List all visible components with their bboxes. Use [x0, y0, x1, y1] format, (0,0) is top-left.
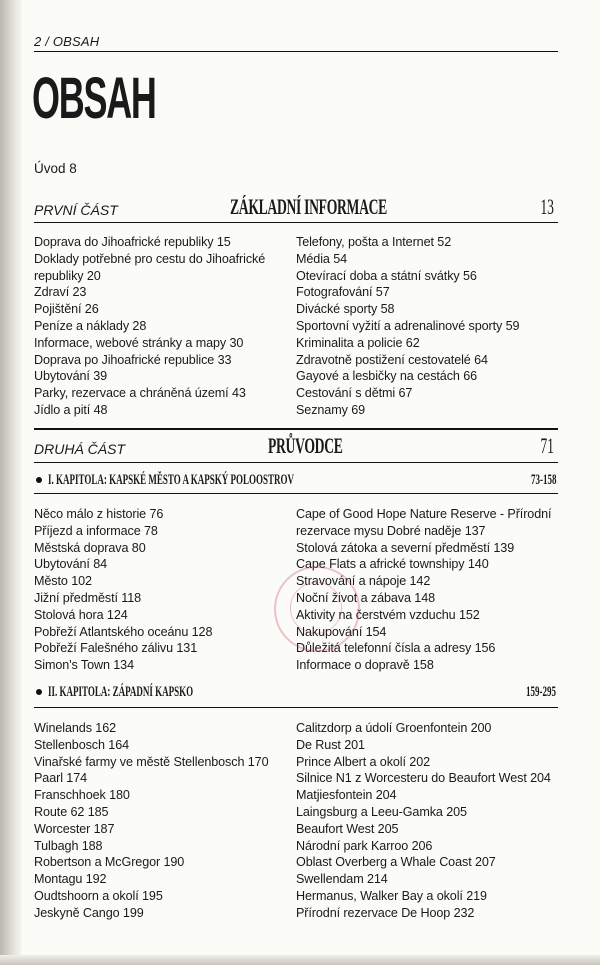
chapter2-rule — [34, 707, 558, 708]
toc-entry[interactable]: Matjiesfontein 204 — [296, 788, 397, 803]
part1-page: 13 — [540, 194, 554, 219]
toc-entry[interactable]: Franschhoek 180 — [34, 788, 130, 803]
chapter1-header — [34, 471, 558, 491]
toc-entry[interactable]: Městská doprava 80 — [34, 540, 146, 555]
part2-header — [34, 432, 558, 460]
toc-entry[interactable]: Stolová hora 124 — [34, 607, 128, 622]
chapter2-title: II. KAPITOLA: ZÁPADNÍ KAPSKO — [48, 684, 194, 700]
toc-entry[interactable]: Winelands 162 — [34, 721, 117, 735]
toc-entry[interactable]: Tulbagh 188 — [34, 838, 103, 853]
part1-rule — [34, 222, 558, 223]
toc-entry[interactable]: Peníze a náklady 28 — [34, 318, 147, 333]
library-stamp — [274, 566, 360, 652]
intro-entry: Úvod 8 — [34, 161, 77, 176]
toc-entry[interactable]: Cape of Good Hope Nature Reserve - Přírodní — [296, 507, 552, 521]
toc-entry[interactable]: Route 62 185 — [34, 804, 109, 819]
toc-entry[interactable]: Média 54 — [296, 251, 348, 266]
toc-entry[interactable]: Montagu 192 — [34, 872, 107, 887]
toc-entry[interactable]: Něco málo z historie 76 — [34, 507, 164, 521]
toc-entry[interactable]: Zdravotně postižení cestovatelé 64 — [296, 352, 488, 367]
toc-entry[interactable]: Oudtshoorn a okolí 195 — [34, 888, 163, 903]
page-title: OBSAH — [32, 66, 156, 131]
chapter1-pages: 73-158 — [530, 472, 556, 488]
page-binding-edge — [0, 0, 22, 965]
chapter1-title: I. KAPITOLA: KAPSKÉ MĚSTO A KAPSKÝ POLOOSTROV — [48, 472, 294, 488]
toc-entry[interactable]: Důležitá telefonní čísla a adresy 156 — [296, 641, 496, 656]
part1-right-column — [296, 234, 519, 419]
toc-entry[interactable]: Calitzdorp a údolí Groenfontein 200 — [296, 721, 492, 735]
toc-entry[interactable]: Kriminalita a policie 62 — [296, 335, 420, 350]
toc-entry[interactable]: Nakupování 154 — [296, 624, 387, 639]
chapter2-right-column — [296, 720, 551, 922]
toc-entry[interactable]: Parky, rezervace a chráněná území 43 — [34, 386, 246, 401]
toc-entry[interactable]: Národní park Karroo 206 — [296, 838, 433, 853]
chapter-bullet-icon — [36, 477, 42, 483]
chapter2-pages: 159-295 — [526, 684, 556, 700]
chapter1-rule — [34, 493, 558, 494]
toc-entry[interactable]: Pojištění 26 — [34, 302, 99, 317]
part2-page: 71 — [540, 433, 554, 458]
toc-entry[interactable]: Hermanus, Walker Bay a okolí 219 — [296, 888, 487, 903]
toc-entry[interactable]: Silnice N1 z Worcesteru do Beaufort West 204 — [296, 771, 551, 786]
chapter-bullet-icon — [36, 689, 42, 695]
part2-rule — [34, 462, 558, 463]
toc-entry[interactable]: Noční život a zábava 148 — [296, 590, 436, 605]
toc-entry[interactable]: Seznamy 69 — [296, 402, 366, 417]
toc-entry[interactable]: Beaufort West 205 — [296, 821, 399, 836]
page-bottom-edge — [0, 955, 600, 965]
toc-entry[interactable]: Simon's Town 134 — [34, 658, 134, 673]
part2-top-rule — [34, 428, 558, 430]
toc-entry[interactable]: Doklady potřebné pro cestu do Jihoafrické — [34, 251, 266, 266]
toc-entry[interactable]: Přírodní rezervace De Hoop 232 — [296, 905, 475, 920]
part2-title: PRŮVODCE — [268, 433, 343, 458]
toc-entry[interactable]: Laingsburg a Leeu-Gamka 205 — [296, 804, 467, 819]
toc-entry[interactable]: De Rust 201 — [296, 737, 365, 752]
toc-entry[interactable]: Doprava po Jihoafrické republice 33 — [34, 352, 232, 367]
toc-entry[interactable]: Gayové a lesbičky na cestách 66 — [296, 369, 478, 384]
part2-label: DRUHÁ ČÁST — [34, 441, 126, 457]
toc-entry[interactable]: rezervace mysu Dobré naděje 137 — [296, 523, 486, 538]
part1-left-column — [34, 234, 265, 419]
toc-entry[interactable]: Worcester 187 — [34, 821, 115, 836]
toc-entry[interactable]: Ubytování 84 — [34, 557, 108, 572]
toc-entry[interactable]: Swellendam 214 — [296, 872, 388, 887]
toc-entry[interactable]: Otevírací doba a státní svátky 56 — [296, 268, 477, 283]
toc-entry[interactable]: Jídlo a pití 48 — [34, 402, 108, 417]
toc-entry[interactable]: Informace, webové stránky a mapy 30 — [34, 335, 244, 350]
toc-entry[interactable]: Doprava do Jihoafrické republiky 15 — [34, 235, 231, 249]
part1-label: PRVNÍ ČÁST — [34, 202, 118, 218]
toc-entry[interactable]: republiky 20 — [34, 268, 101, 283]
toc-entry[interactable]: Ubytování 39 — [34, 369, 108, 384]
toc-entry[interactable]: Stellenbosch 164 — [34, 737, 130, 752]
toc-entry[interactable]: Jeskyně Cango 199 — [34, 905, 144, 920]
toc-entry[interactable]: Pobřeží Falešného zálivu 131 — [34, 641, 198, 656]
header-rule — [34, 51, 558, 52]
part1-header — [34, 193, 558, 221]
toc-entry[interactable]: Stravování a nápoje 142 — [296, 574, 431, 589]
toc-entry[interactable]: Město 102 — [34, 574, 92, 589]
toc-entry[interactable]: Cestování s dětmi 67 — [296, 386, 413, 401]
toc-entry[interactable]: Robertson a McGregor 190 — [34, 855, 185, 870]
toc-entry[interactable]: Pobřeží Atlantského oceánu 128 — [34, 624, 213, 639]
part1-title: ZÁKLADNÍ INFORMACE — [230, 194, 387, 219]
toc-entry[interactable]: Informace o dopravě 158 — [296, 658, 434, 673]
chapter1-left-column — [34, 506, 212, 674]
running-head: 2 / OBSAH — [34, 34, 100, 49]
toc-entry[interactable]: Sportovní vyžití a adrenalinové sporty 59 — [296, 318, 520, 333]
toc-entry[interactable]: Fotografování 57 — [296, 285, 390, 300]
toc-entry[interactable]: Cape Flats a africké townshipy 140 — [296, 557, 489, 572]
toc-entry[interactable]: Aktivity na čerstvém vzduchu 152 — [296, 607, 480, 622]
toc-entry[interactable]: Oblast Overberg a Whale Coast 207 — [296, 855, 496, 870]
toc-entry[interactable]: Divácké sporty 58 — [296, 302, 395, 317]
toc-entry[interactable]: Stolová zátoka a severní předměstí 139 — [296, 540, 515, 555]
toc-entry[interactable]: Vinařské farmy ve městě Stellenbosch 170 — [34, 754, 269, 769]
toc-entry[interactable]: Paarl 174 — [34, 771, 88, 786]
chapter2-left-column — [34, 720, 268, 922]
toc-entry[interactable]: Zdraví 23 — [34, 285, 87, 300]
library-stamp-inner-ring — [290, 582, 342, 634]
toc-entry[interactable]: Jižní předměstí 118 — [34, 590, 142, 605]
toc-entry[interactable]: Telefony, pošta a Internet 52 — [296, 235, 452, 249]
toc-entry[interactable]: Příjezd a informace 78 — [34, 523, 158, 538]
chapter2-header — [34, 683, 558, 703]
toc-entry[interactable]: Prince Albert a okolí 202 — [296, 754, 431, 769]
